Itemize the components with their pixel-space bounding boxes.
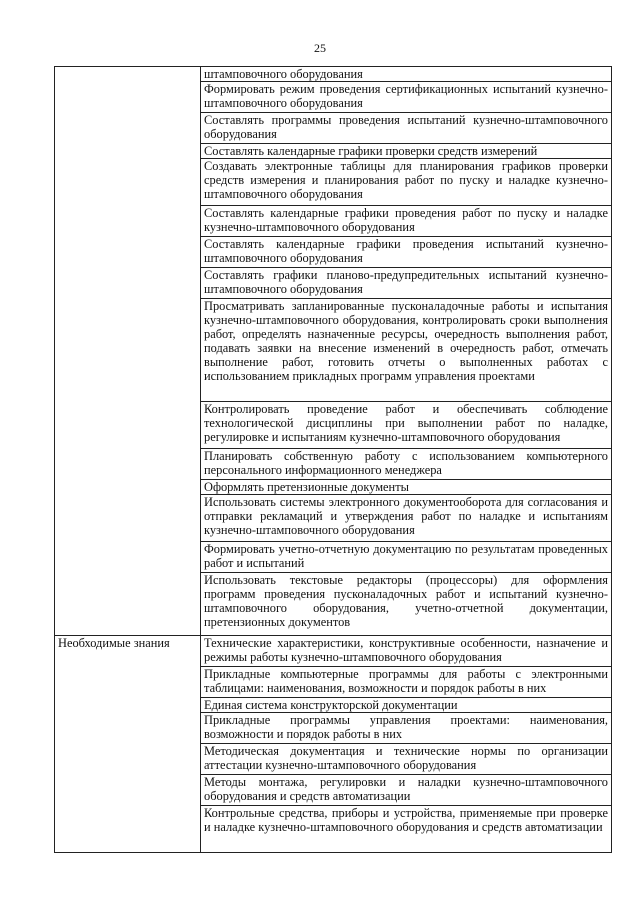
table-row <box>55 67 612 82</box>
knowledge-item: Методы монтажа, регулировки и наладки кузнечно-штамповочного оборудования и средств автоматизации <box>201 775 612 806</box>
page-number: 25 <box>314 41 326 55</box>
skill-item: Оформлять претензионные документы <box>201 480 612 495</box>
knowledge-item: Контрольные средства, приборы и устройства, применяемые при проверке и наладке кузнечно-штамповочного оборудования и средств автоматизации <box>201 806 612 853</box>
section-label-cell <box>55 67 201 636</box>
knowledge-item: Единая система конструкторской документации <box>201 698 612 713</box>
skill-item: Использовать текстовые редакторы (процессоры) для оформления программ проведения пусконаладочных работ и испытаний кузнечно-штамповочного оборудования, учетно-отчетной документации, претензионных документов <box>201 573 612 636</box>
skill-item: Составлять календарные графики проверки средств измерений <box>201 144 612 159</box>
knowledge-item: Прикладные компьютерные программы для работы с электронными таблицами: наименования, возможности и порядок работы в них <box>201 667 612 698</box>
section-label-cell: Необходимые знания <box>55 636 201 853</box>
skill-item: Просматривать запланированные пусконаладочные работы и испытания кузнечно-штамповочного оборудования, контролировать сроки выполнения работ, определять назначенные ресурсы, очередность выполнения работ, подавать заявки на внесение изменений в очередность работ, отмечать выполнение работ, готовить отчеты о выполненных работах с использованием прикладных программ управления проектами <box>201 299 612 402</box>
skill-item: Контролировать проведение работ и обеспечивать соблюдение технологической дисциплины при выполнении работ по наладке, регулировке и испытаниям кузнечно-штамповочного оборудования <box>201 402 612 449</box>
skill-item: Использовать системы электронного документооборота для согласования и отправки рекламаций и утверждения работ по наладке и испытаниям кузнечно-штамповочного оборудования <box>201 495 612 542</box>
skill-item: Формировать режим проведения сертификационных испытаний кузнечно-штамповочного оборудования <box>201 82 612 113</box>
requirements-table <box>54 66 612 853</box>
skill-item: Составлять графики планово-предупредительных испытаний кузнечно-штамповочного оборудования <box>201 268 612 299</box>
knowledge-item: Технические характеристики, конструктивные особенности, назначение и режимы работы кузнечно-штамповочного оборудования <box>201 636 612 667</box>
table-row <box>55 636 612 667</box>
table-body <box>55 67 612 853</box>
knowledge-item: Прикладные программы управления проектами: наименования, возможности и порядок работы в них <box>201 713 612 744</box>
skill-item: Составлять программы проведения испытаний кузнечно-штамповочного оборудования <box>201 113 612 144</box>
skill-item: штамповочного оборудования <box>201 67 612 82</box>
skill-item: Составлять календарные графики проведения испытаний кузнечно-штамповочного оборудования <box>201 237 612 268</box>
knowledge-item: Методическая документация и технические нормы по организации аттестации кузнечно-штамповочного оборудования <box>201 744 612 775</box>
skill-item: Создавать электронные таблицы для планирования графиков проверки средств измерения и планирования работ по пуску и наладке кузнечно-штамповочного оборудования <box>201 159 612 206</box>
skill-item: Планировать собственную работу с использованием компьютерного персонального информационного менеджера <box>201 449 612 480</box>
skill-item: Формировать учетно-отчетную документацию по результатам проведенных работ и испытаний <box>201 542 612 573</box>
skill-item: Составлять календарные графики проведения работ по пуску и наладке кузнечно-штамповочного оборудования <box>201 206 612 237</box>
